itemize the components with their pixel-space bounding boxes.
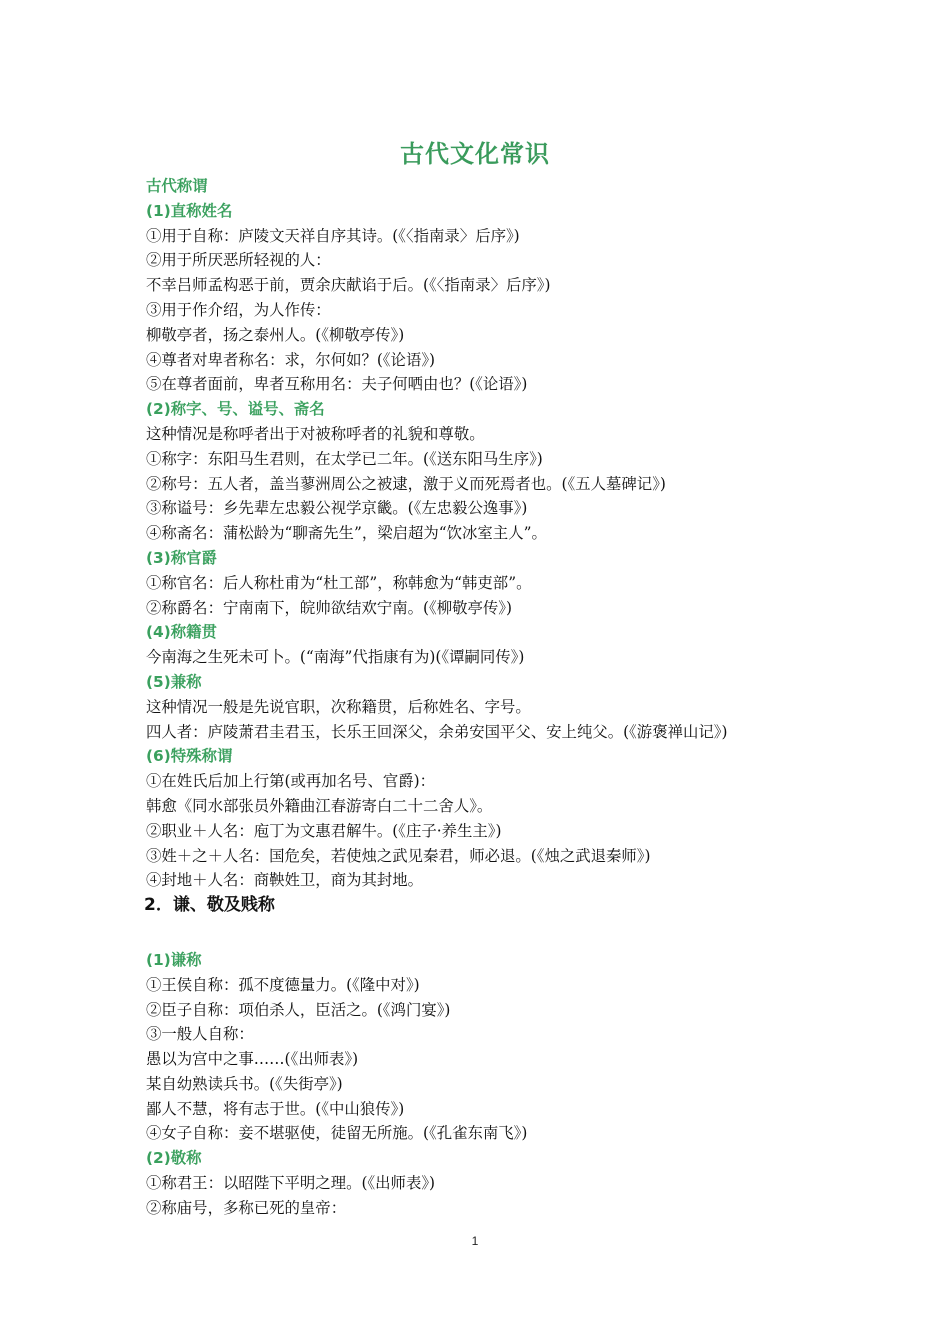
text-line: ①称君王：以昭陛下平明之理。(《出师表》) [146, 1174, 436, 1193]
subsection-heading: 古代称谓 [146, 177, 208, 195]
text-line: ③称谥号：乡先辈左忠毅公视学京畿。(《左忠毅公逸事》) [146, 499, 528, 518]
text-line: ④尊者对卑者称名：求，尔何如？(《论语》) [146, 350, 436, 369]
text-line: 四人者：庐陵萧君圭君玉，长乐王回深父，余弟安国平父、安上纯父。(《游褒禅山记》) [146, 722, 728, 741]
text-line: 某自幼熟读兵书。(《失街亭》) [146, 1074, 343, 1093]
subsection-heading: (1)直称姓名 [146, 201, 233, 220]
text-line: 愚以为宫中之事……(《出师表》) [146, 1050, 359, 1069]
text-line: ②称爵名：宁南南下，皖帅欲结欢宁南。(《柳敬亭传》) [146, 598, 512, 617]
subsection-heading: (2)称字、号、谥号、斋名 [146, 400, 325, 419]
text-line: ④称斋名：蒲松龄为“聊斋先生”，梁启超为“饮冰室主人”。 [146, 524, 547, 543]
section-spacer [146, 918, 846, 948]
text-line: ①王侯自称：孤不度德量力。(《隆中对》) [146, 975, 420, 994]
page-title: 古代文化常识 [400, 140, 550, 168]
text-line: 柳敬亭者，扬之泰州人。(《柳敬亭传》) [146, 325, 405, 344]
subsection-heading: (3)称官爵 [146, 548, 217, 567]
text-line: ②臣子自称：项伯杀人，臣活之。(《鸿门宴》) [146, 1000, 451, 1019]
text-line: ③一般人自称： [146, 1025, 254, 1044]
text-line: ④封地＋人名：商鞅姓卫，商为其封地。 [146, 871, 424, 890]
text-line: ④女子自称：妾不堪驱使，徒留无所施。(《孔雀东南飞》) [146, 1124, 528, 1143]
document-body [146, 174, 846, 1221]
text-line: ①用于自称：庐陵文天祥自序其诗。(《〈指南录〉后序》) [146, 226, 520, 245]
subsection-heading: (5)兼称 [146, 672, 202, 691]
text-line: ①称字：东阳马生君则，在太学已二年。(《送东阳马生序》) [146, 449, 543, 468]
subsection-heading: (2)敬称 [146, 1149, 202, 1168]
text-line: ①称官名：后人称杜甫为“杜工部”，称韩愈为“韩吏部”。 [146, 573, 532, 592]
text-line: ②称庙号，多称已死的皇帝： [146, 1198, 347, 1217]
text-line: ③姓＋之＋人名：国危矣，若使烛之武见秦君，师必退。(《烛之武退秦师》) [146, 846, 651, 865]
text-line: 不幸吕师孟构恶于前，贾余庆献谄于后。(《〈指南录〉后序》) [146, 276, 551, 295]
subsection-heading: (4)称籍贯 [146, 623, 217, 642]
text-line: ②称号：五人者，盖当蓼洲周公之被逮，激于义而死焉者也。(《五人墓碑记》) [146, 474, 666, 493]
text-line: ①在姓氏后加上行第(或再加名号、官爵)： [146, 772, 436, 791]
subsection-heading: (6)特殊称谓 [146, 747, 233, 766]
text-line: ②职业＋人名：庖丁为文惠君解牛。(《庄子·养生主》) [146, 821, 502, 840]
page-number: 1 [471, 1234, 479, 1248]
text-line: ⑤在尊者面前，卑者互称用名：夫子何哂由也？(《论语》) [146, 375, 528, 394]
text-line: 这种情况是称呼者出于对被称呼者的礼貌和尊敬。 [146, 424, 485, 443]
text-line: 这种情况一般是先说官职，次称籍贯，后称姓名、字号。 [146, 697, 531, 716]
section-heading: 2．谦、敬及贱称 [144, 895, 275, 916]
text-line: 鄙人不慧，将有志于世。(《中山狼传》) [146, 1099, 405, 1118]
text-line: ③用于作介绍，为人作传： [146, 300, 331, 319]
text-line: 韩愈《同水部张员外籍曲江春游寄白二十二舍人》。 [146, 796, 493, 815]
text-line: 今南海之生死未可卜。(“南海”代指康有为)(《谭嗣同传》) [146, 648, 525, 667]
subsection-heading: (1)谦称 [146, 950, 202, 969]
text-line: ②用于所厌恶所轻视的人： [146, 251, 331, 270]
